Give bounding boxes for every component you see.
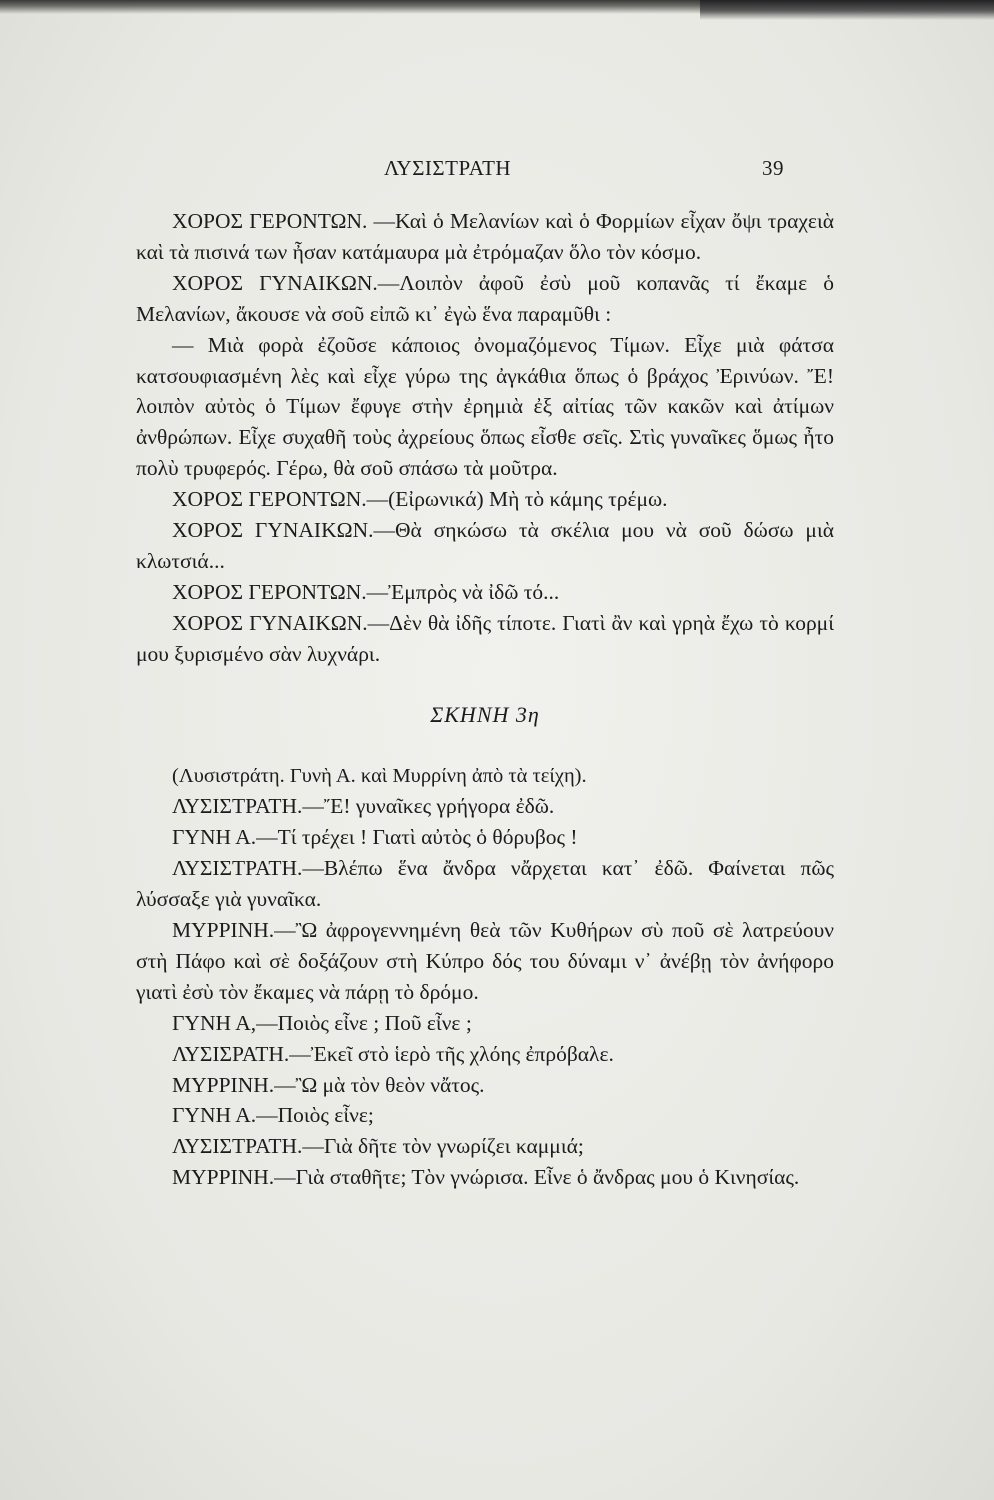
paragraph: ΧΟΡΟΣ ΓΥΝΑΙΚΩΝ.—Δὲν θὰ ἰδῆς τίποτε. Γιατὶ ἂν καὶ γρηὰ ἔχω τὸ κορμί μου ξυρισμένο σὰν λυχνάρι. bbox=[136, 610, 834, 666]
paragraph: ΧΟΡΟΣ ΓΥΝΑΙΚΩΝ.—Λοιπὸν ἀφοῦ ἐσὺ μοῦ κοπανᾶς τί ἔκαμε ὁ Μελανίων, ἄκουσε νὰ σοῦ εἰπῶ κι᾽ ἐγὼ ἕνα παραμῦθι : bbox=[136, 270, 834, 326]
scene-title: ΣΚΗΝΗ 3η bbox=[430, 701, 540, 727]
page-number: 39 bbox=[762, 156, 784, 180]
dialogue-line: ΛΥΣΙΣΤΡΑΤΗ.—Γιὰ δῆτε τὸν γνωρίζει καμμιά; bbox=[172, 1134, 584, 1159]
paragraph: ΧΟΡΟΣ ΓΕΡΟΝΤΩΝ.—(Εἰρωνικά) Μὴ τὸ κάμης τρέμω. bbox=[172, 487, 668, 512]
paragraph: ΧΟΡΟΣ ΓΕΡΟΝΤΩΝ. —Καὶ ὁ Μελανίων καὶ ὁ Φορμίων εἶχαν ὄψι τραχειὰ καὶ τὰ πισινά των ἦσαν κατάμαυρα μὰ ἐτρόμαζαν ὅλο τὸν κόσμο. bbox=[136, 209, 834, 264]
dialogue-line: ΓΥΝΗ Α.—Ποιὸς εἶνε; bbox=[172, 1103, 374, 1128]
dialogue-line: ΛΥΣΙΣΤΡΑΤΗ.—Βλέπω ἕνα ἄνδρα νἄρχεται κατ᾽ ἐδῶ. Φαίνεται πῶς λύσσαξε γιὰ γυναῖκα. bbox=[136, 856, 834, 912]
stage-direction: (Λυσιστράτη. Γυνὴ Α. καὶ Μυρρίνη ἀπὸ τὰ τείχη). bbox=[172, 764, 587, 787]
page-body bbox=[136, 206, 834, 1193]
dialogue-line: ΜΥΡΡΙΝΗ.—Ὢ ἀφρογεννημένη θεὰ τῶν Κυθήρων σὺ ποῦ σὲ λατρεύουν στὴ Πάφο καὶ σὲ δοξάζουν στὴ Κύπρο δός του δύναμι ν᾽ ἀνέβῃ τὸν ἀνήφορο γιατὶ ἐσὺ τὸν ἔκαμες νὰ πάρῃ τὸ δρόμο. bbox=[136, 918, 834, 1004]
paragraph: — Μιὰ φορὰ ἐζοῦσε κάποιος ὀνομαζόμενος Τίμων. Εἶχε μιὰ φάτσα κατσουφιασμένη λὲς καὶ εἶχε γύρω της ἀγκάθια ὅπως ὁ βράχος Ἐρινύων. Ἔ! λοιπὸν αὐτὸς ὁ Τίμων ἔφυγε στὴν ἐρημιὰ ἐξ αἰτίας τῶν κακῶν καὶ ἀτίμων ἀνθρώπων. Εἶχε συχαθῆ τοὺς ἀχρείους ὅπως εἶσθε σεῖς. Στὶς γυναῖκες ὅμως ἦτο πολὺ τρυφερός. Γέρω, θὰ σοῦ σπάσω τὰ μοῦτρα. bbox=[136, 332, 834, 481]
dialogue-line: ΜΥΡΡΙΝΗ.—Γιὰ σταθῆτε; Τὸν γνώρισα. Εἶνε ὁ ἄνδρας μου ὁ Κινησίας. bbox=[172, 1165, 800, 1190]
running-title: ΛΥΣΙΣΤΡΑΤΗ bbox=[384, 156, 512, 180]
dialogue-line: ΓΥΝΗ Α.—Τί τρέχει ! Γιατὶ αὐτὸς ὁ θόρυβος ! bbox=[172, 825, 578, 850]
dialogue-line: ΓΥΝΗ Α,—Ποιὸς εἶνε ; Ποῦ εἶνε ; bbox=[172, 1010, 472, 1035]
dialogue-line: ΛΥΣΙΣΡΑΤΗ.—Ἐκεῖ στὸ ἱερὸ τῆς χλόης ἐπρόβαλε. bbox=[172, 1041, 614, 1066]
paragraph: ΧΟΡΟΣ ΓΥΝΑΙΚΩΝ.—Θὰ σηκώσω τὰ σκέλια μου νὰ σοῦ δώσω μιὰ κλωτσιά... bbox=[136, 518, 834, 573]
dialogue-line: ΛΥΣΙΣΤΡΑΤΗ.—Ἔ! γυναῖκες γρήγορα ἐδῶ. bbox=[172, 794, 555, 819]
dialogue-line: ΜΥΡΡΙΝΗ.—Ὢ μὰ τὸν θεὸν νἄτος. bbox=[172, 1072, 485, 1097]
page-top-shadow-right bbox=[700, 0, 994, 20]
running-header bbox=[0, 156, 994, 186]
paragraph: ΧΟΡΟΣ ΓΕΡΟΝΤΩΝ.—Ἐμπρὸς νὰ ἰδῶ τό... bbox=[172, 579, 560, 604]
